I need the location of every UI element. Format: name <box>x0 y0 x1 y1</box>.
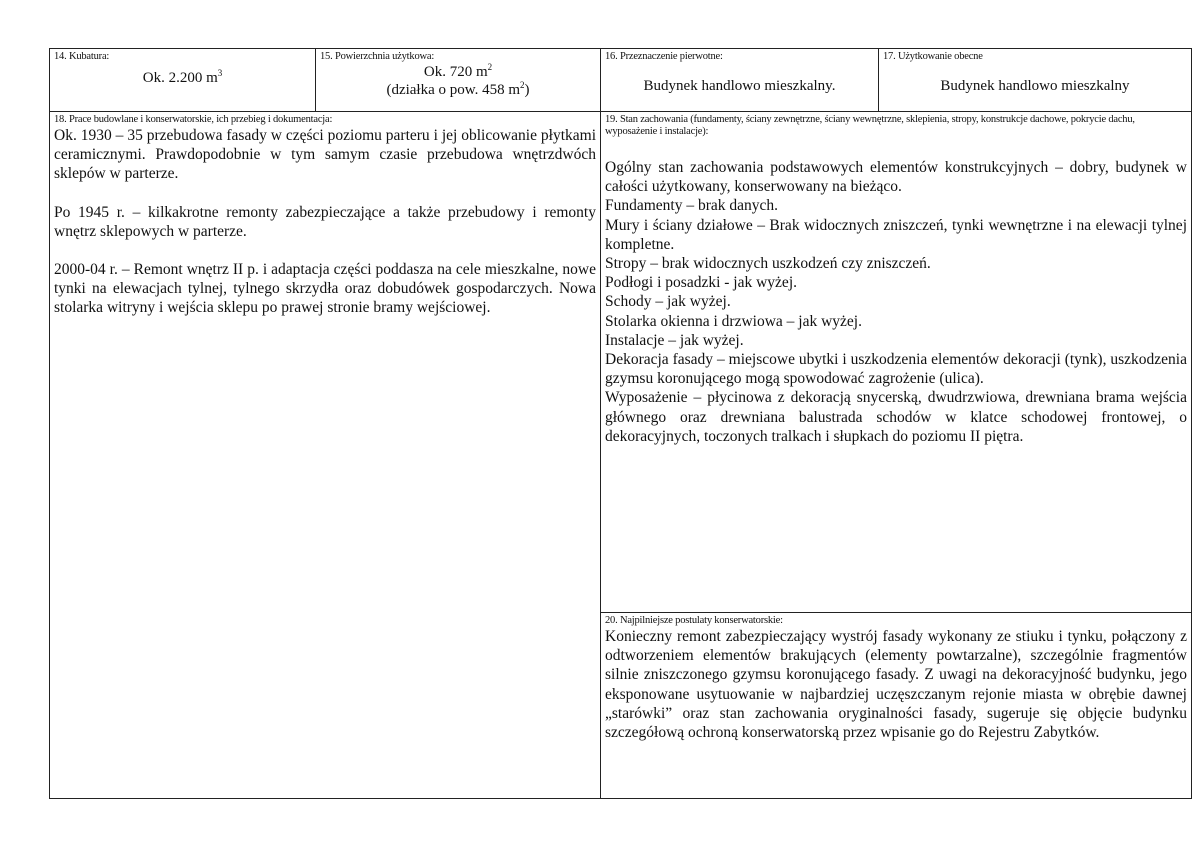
line: Ogólny stan zachowania podstawowych elementów konstrukcyjnych – dobry, budynek w całości użytkowany, konserwowany na bieżąco. <box>605 159 1187 196</box>
line: Fundamenty – brak danych. <box>605 197 779 215</box>
label-kubatura: 14. Kubatura: <box>54 51 110 62</box>
value-przeznaczenie: Budynek handlowo mieszkalny. <box>643 78 836 94</box>
label-prace-budowlane: 18. Prace budowlane i konserwatorskie, ich przebieg i dokumentacja: <box>54 114 333 125</box>
line: Stropy – brak widocznych uszkodzeń czy zniszczeń. <box>605 255 931 273</box>
record-form-table <box>49 48 1192 799</box>
label-postulaty: 20. Najpilniejsze postulaty konserwatorskie: <box>605 615 783 626</box>
cell-przeznaczenie <box>601 49 879 112</box>
line: Instalacje – jak wyżej. <box>605 331 744 349</box>
line: Schody – jak wyżej. <box>605 293 731 311</box>
line: Wyposażenie – płycinowa z dekoracją snycerską, dwudrzwiowa, drewniana brama wejścia głównego oraz drewniana balustrada schodów w klatce schodowej frontowej, o dekoracyjnych, toczonych tralkach i słupkach do poziomu II piętra. <box>605 389 1187 445</box>
value-uzytkowanie: Budynek handlowo mieszkalny <box>940 78 1130 94</box>
line: Podłogi i posadzki - jak wyżej. <box>605 274 797 292</box>
cell-stan-zachowania <box>601 112 1191 613</box>
postulaty-text: Konieczny remont zabezpieczający wystrój fasady wykonany ze stiuku i tynku, połączony z odtworzeniem elementów brakujących (elementy powtarzalne), szczególnie fragmentów silnie zniszczonego gzymsu koronującego fasady. Z uwagi na dekoracyjność budynku, jego eksponowane usytuowanie w najbardziej uczęszczanym rejonie miasta w obrębie dawnej „starówki” oraz stan zachowania oryginalności fasady, sugeruje się objęcie budynku szczegółową ochroną konserwatorską przez wpisanie go do Rejestru Zabytków. <box>605 628 1187 742</box>
paragraph: Ok. 1930 – 35 przebudowa fasady w części poziomu parteru i jej oblicowanie płytkami ceramicznymi. Prawdopodobnie w tym samym czasie przebudowa wnętrzdwóch sklepów w parterze. <box>54 127 596 183</box>
stan-zachowania-text <box>605 158 1187 446</box>
line: Stolarka okienna i drzwiowa – jak wyżej. <box>605 312 862 330</box>
cell-powierzchnia <box>316 49 601 112</box>
cell-postulaty <box>601 613 1191 798</box>
cell-uzytkowanie <box>879 49 1191 112</box>
cell-kubatura <box>50 49 316 112</box>
value-powierzchnia: Ok. 720 $m^2$ <box>423 62 493 80</box>
paragraph: 2000-04 r. – Remont wnętrz II p. i adaptacja części poddasza na cele mieszkalne, nowe tynki na elewacjach tylnej, tylnego skrzydła oraz dobudówek gospodarczych. Nowa stolarka witryny i wejścia sklepu po prawej stronie bramy wejściowej. <box>54 261 596 317</box>
label-stan-zachowania: 19. Stan zachowania (fundamenty, ściany zewnętrzne, ściany wewnętrzne, sklepienia, stropy, konstrukcje dachowe, pokrycie dachu, wyposażenie i instalacje): <box>605 114 1135 137</box>
cell-prace-budowlane <box>50 112 601 798</box>
label-powierzchnia: 15. Powierzchnia użytkowa: <box>320 51 435 62</box>
line: Mury i ściany działowe – Brak widocznych zniszczeń, tynki wewnętrzne i na elewacji tylnej kompletne. <box>605 216 1187 253</box>
value-dzialka: (działka o pow. 458 $m^2$) <box>386 80 530 98</box>
prace-budowlane-text <box>54 126 596 318</box>
label-uzytkowanie: 17. Użytkowanie obecne <box>883 51 983 62</box>
label-przeznaczenie: 16. Przeznaczenie pierwotne: <box>605 51 723 62</box>
value-kubatura: Ok. 2.200 $m^3$ <box>142 68 223 86</box>
paragraph: Po 1945 r. – kilkakrotne remonty zabezpieczające a także przebudowy i remonty wnętrz sklepowych w parterze. <box>54 203 596 240</box>
line: Dekoracja fasady – miejscowe ubytki i uszkodzenia elementów dekoracji (tynk), uszkodzenia gzymsu koronującego mogą spowodować zagrożenie (ulica). <box>605 351 1187 388</box>
